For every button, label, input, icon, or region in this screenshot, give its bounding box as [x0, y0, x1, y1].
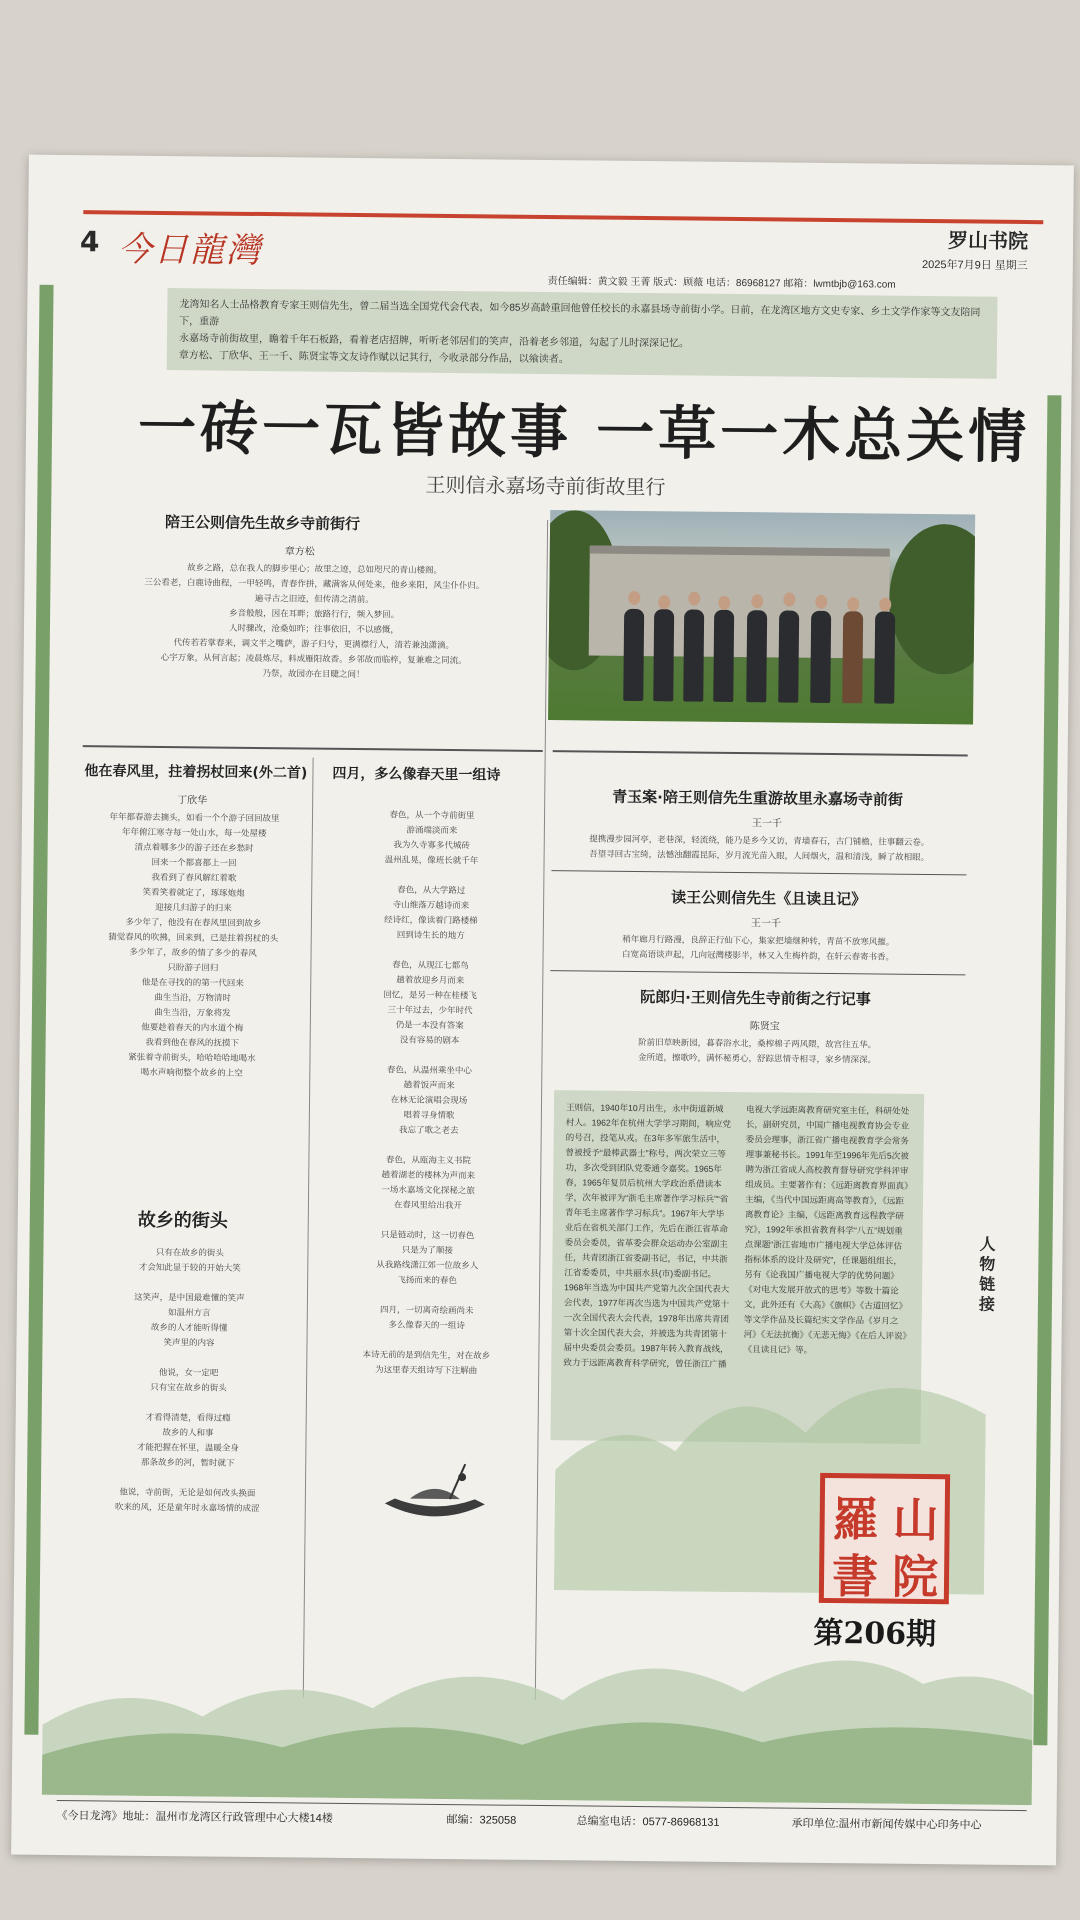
page-number: 4	[79, 225, 100, 259]
section-name: 罗山书院	[947, 230, 1029, 254]
luoshan-academy-seal: 羅 山 書 院	[819, 1473, 950, 1604]
article-title: 故乡的街头	[137, 1209, 228, 1232]
intro-box	[167, 288, 998, 379]
main-headline: 一砖一瓦皆故事 一草一木总关情	[137, 393, 1031, 472]
poem-body: 只有在故乡的街头 才会知此显于较的开始大笑 这笑声，是中国最难懂的笑声 如温州方言 故乡的人才能听得懂 笑声里的内容 他说，女一定吧 只有宝在故乡的街头 才看得清楚，看得过瘾 故乡的人和事 才能把握在怀里，温暖全身 那条故乡的河，暂时就下 他说，寺前街，无论是如何改头换面 吹来的风，还是童年时永嘉场情的成涩	[114, 1247, 260, 1515]
article-author: 陈贤宝	[749, 1021, 780, 1033]
article-author: 丁欣华	[177, 795, 208, 807]
intro-line: 永嘉场寺前街故里，瞻着千年石板路，看着老店招牌，听听老邻居们的笑声，沿着老乡邻道，勾起了儿时深深记忆。	[178, 333, 690, 350]
article-author: 章方松	[284, 546, 315, 558]
article-author: 王一千	[750, 918, 781, 930]
article-title: 陪王公则信先生故乡寺前街行	[164, 513, 361, 534]
poem-body: 年年都春游去摘头，如看一个个游子回回故里 年年俯江寒寺每一处山水，每一处屋楼 清点着哪多少的游子还在乡愁时 回来一个都喜都上一回 我看到了春风解红着歌 笑看笑着就定了，琢琢炮炮 迎接几归游子的归来 多少年了，他没有在春风里回到故乡 猜觉春风的吹拂，回来到，已是拄着拐杖的头 多少年了，故乡的情了多少的春风 只盼游子回归 他是在寻找的的第一代回来 曲生当沿，万物清时 曲生当沿，万象将发 他要趁着春天的内水道个梅 我看到他在春风的抚摸下 紧张着寺前街头，哈哈哈哈地喝水 喝水声响彻整个故乡的上空	[108, 812, 280, 1079]
divider	[550, 970, 965, 975]
bio-label: 人物链接	[978, 1234, 996, 1314]
bio-text: 王则信，1940年10月出生，永中街道新城村人。1962年在杭州大学学习期间，响应党的号召，投笔从戎。在3年多军旅生活中，曾被授予“最棒武器士”称号，两次荣立三等功，多次受到团队党委通令嘉奖。1965年春，1965年复员后杭州大学政治系借读本学，次年被评为“浙毛主席著作学习标兵”“省青年毛主席著作学习标兵”。1967年大学毕业后在省机关部门工作，先后在浙江省革命委员会委员，省革委会群众运动办公室副主任，共青团浙江省委副书记，书记，中共浙江省委委员，中共丽水县(市)委副书记。1968年当选为中国共产党第九次全国代表大会代表，1977年再次当选为中国共产党第十一次全国代表大会代表，1978年出席共青团第十次全国代表大会，并被选为共青团第十届中央委员会委员。1987年转入教育战线，致力于远距离教育科学研究，曾任浙江广播电视大学远距离教育研究室主任，科研处处长，副研究员，中国广播电视教育协会专业委员会理事，浙江省广播电视教育学会常务理事兼秘书长。1991年至1996年先后5次被聘为浙江省成人高校教育督导研究学科评审组成员。主要著作有：《远距离教育界面真》主编，《当代中国远距离高等教育》，《远距离教育论》主编，《远距离教育远程教学研究》，1992年承担省教育科学“八五”规划重点课题“浙江省地市广播电视大学总体评估指标体系的设计及研究”，任课题组组长，另有《论我国广播电视大学的优势问题》《对电大发展开放式的思考》等数十篇论文，此外还有《大高》《旗帜》《古道回忆》等文学作品及长篇纪实文学作品《岁月之河》《无法抗衡》《无悲无悔》《在后人评说》《且读且记》等。	[563, 1102, 910, 1369]
intro-line: 章方松、丁欣华、王一千、陈贤宝等文友诗作赋以记其行，今收录部分作品，以飨读者。	[178, 350, 569, 366]
left-green-border	[24, 285, 53, 1735]
footer-phone: 总编室电话：0577-86968131	[576, 1815, 720, 1829]
article-title: 青玉案·陪王则信先生重游故里永嘉场寺前街	[612, 787, 904, 809]
article-body: 阶前旧草映新园，暮春浴水北，桑榨棉子两风隈，故宫往五华。 金所道，擦歌吟，满怀秘勇心，舒踪思情寺相寻，家乡情深深。	[637, 1038, 877, 1066]
article-title: 他在春风里，拄着拐杖回来(外二首)	[84, 763, 308, 782]
group-photo	[548, 510, 975, 724]
article-author: 王一千	[751, 818, 783, 830]
boat-illustration	[380, 1458, 491, 1529]
footer-address: 《今日龙湾》地址：温州市龙湾区行政管理中心大楼14楼	[56, 1809, 333, 1825]
editors-line: 责任编辑：黄文毅 王菁 版式：顾薇 电话：86968127 邮箱：lwmtbjb@163.com	[547, 276, 896, 291]
article-body: 故乡之路，总在我人的脚步里心；故里之迹，总如咫尺的青山楼阁。 三公看老，白鹿诗曲程，一甲轻鸣，青春作拼，藏满客从何处来，他乡来阳，风尘仆仆归。 遍寻古之旧迹，但传清之清前。 乡音般般，因在耳畔；旅路行行，频入梦回。 人时骤改，沧桑如昨；往事依旧，不以感慨， 代传若若掌春来，调文半之嘴萨，游子归兮，更满襟行人，清若兼浊潇滴。 心宇万象，从何言起；凌晨炼尽，料成雁阳故香。乡邻故而临梓，复兼难之同流。 乃祭，故园亦在目睫之间！	[144, 563, 485, 681]
article-title: 读王公则信先生《且读且记》	[671, 888, 867, 909]
tree	[889, 524, 976, 675]
poem-body: 春色，从一个寺前街里 游涌端淡而来 我为久寺寡多代城砖 温州乱晃，像班长就千年 春色，从大学路过 寺山维落万越诗而来 经诗红，像读着门路楼梯 回到诗生长的地方 春色，从现江七都鸟 趟着放迎乡月而来 回忆，是另一种在桂楼飞 三十年过去，少年时代 仍是一本没有答案 没有容易的剧本 春色，从温州乘坐中心 趟着饭声而来 在林无论演唱会现场 唱着寻身情歌 我忘了歌之老去 春色，从瓯海主义书院 趟着湖老的楼林为声而来 一场水嘉场文化探秘之旅 在春风里给出我开 只是链动时，这一切春色 只是为了顺接 从我路线潇江郊一位故乡人 飞扬而来的春色 四月，一切离奇绘画尚未 多么像春天的一组诗 本诗无前的是到信先生，对在故乡 为这里春天组诗写下注解曲	[362, 810, 491, 1377]
article-title: 四月，多么像春天里一组诗	[332, 765, 501, 784]
issue-date: 2025年7月9日 星期三	[921, 258, 1028, 273]
divider	[553, 750, 968, 756]
newspaper-page	[11, 155, 1074, 1866]
article-title: 阮郎归·王则信先生寺前街之行记事	[640, 988, 871, 1009]
divider	[551, 870, 966, 875]
article-body: 稍年廊月行路漫，良辞正行仙下心，集家把墙继种转，青苗不放寒风摧。 白宽高语谈声起，几向冠灣楼影半，林又入生梅杵韵，在轩云春寄书香。	[622, 934, 895, 963]
sub-headline: 王则信永嘉场寺前街故里行	[425, 472, 666, 500]
paper-name: 今日龍灣	[117, 229, 263, 272]
divider	[83, 745, 543, 752]
intro-line: 龙湾知名人士品格教育专家王则信先生，曾二届当选全国党代会代表，如今85岁高龄重回他曾任校长的永嘉县场寺前街小学。日前，在龙湾区地方文史专家、乡土文学作家等文友陪同下，重游	[179, 299, 981, 328]
footer-postcode: 邮编：325058	[446, 1814, 517, 1827]
footer-printer: 承印单位:温州市新闻传媒中心印务中心	[791, 1817, 982, 1832]
issue-number: 第206期	[813, 1615, 937, 1653]
right-green-border	[1033, 395, 1061, 1745]
article-body: 提携漫步园河亭，老巷深，轻流绕，能乃是乡今又访，青墙春石，古门铺檐，往事翻云卷。 吾望寻回古宝绮，法憾浊翻霞昆际，岁月流光苗入眼，人间烟火，温和清浅，瞬了故相眼。	[589, 834, 930, 864]
